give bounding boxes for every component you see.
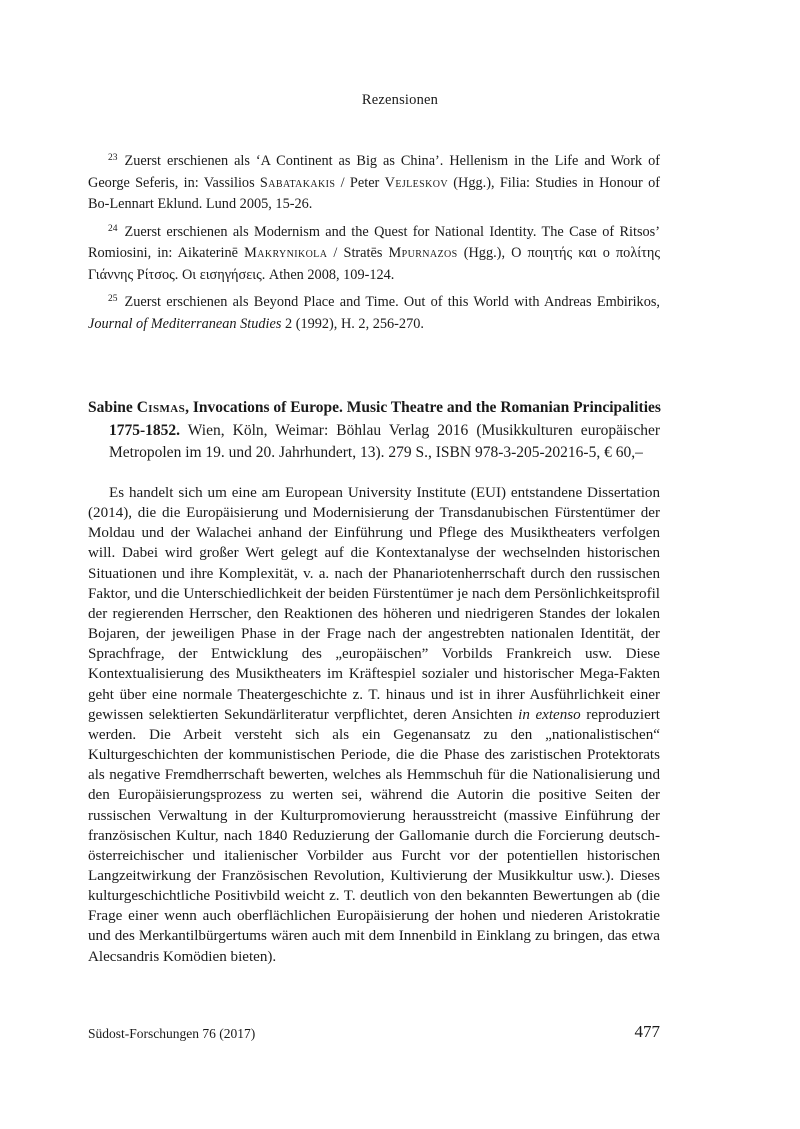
publication-info: Wien, Köln, Weimar: Böhlau Verlag 2016 (Musikkulturen europäischer Metropolen im 19. und 20. Jahrhundert, 13). 279 S., ISBN 978-3-205-20216-5, € 60,– bbox=[109, 421, 660, 461]
footnote-number: 24 bbox=[108, 223, 118, 234]
footnote-number: 25 bbox=[108, 294, 118, 304]
page-number: 477 bbox=[634, 1022, 660, 1041]
footnote-text: Zuerst erschienen als Modernism and the Quest for National Identity. The Case of Ritsos’ Romiosini, in: Aikaterinē bbox=[88, 223, 660, 261]
running-head: Rezensionen bbox=[361, 92, 439, 108]
footnote-text: (Hgg.), Filia: Studies in Honour of Bo-Lennart Eklund. Lund 2005, 15-26. bbox=[88, 174, 660, 212]
footnote-text: Zuerst erschienen als ‘A Continent as Big as China’. Hellenism in the Life and Work of George Seferis, in: Vassilios bbox=[88, 153, 660, 191]
footnote-23 bbox=[88, 148, 660, 216]
editor-name: Mpurnazos bbox=[388, 245, 458, 261]
footnotes bbox=[88, 148, 660, 338]
review-title-line bbox=[88, 397, 660, 420]
author-last-name: Cismas bbox=[136, 399, 186, 416]
body-text: reproduziert werden. Die Arbeit versteht sich als ein Gegenansatz zu den „nationalistischen“ Kulturgeschichten der kommunistischen Periode, die die Phase des zaristischen Protektorats als negative Fremdherrschaft bewerten, welches als Hemmschuh für die Nationalisierung und den Europäisierungsprozess zu werten sei, während die Autorin die positive Seiten der russischen Verwaltung in der Kulturpromovierung herausstreicht (massive Einführung der französischen Kultur, nach 1840 Reduzierung der Gallomanie durch die Forcierung deutsch-österreichischer und italienischer Vorbilder aus Furcht vor der potentiellen historischen Langzeitwirkung der Französischen Revolution, Kultivierung der Musikkultur usw.). Dieses kulturgeschichtliche Positivbild weicht z. T. deutlich von den bekannten Bewertungen ab (die Frage einer wenn auch oberflächlichen Europäisierung der hohen und niederen Aristokratie und des Merkantilbürgertums wären auch mit dem Innenbild in Einklang zu bringen, das etwa Alecsandris Komödien bieten). bbox=[88, 706, 660, 965]
book-title: , Invocations of Europe. Music Theatre and the Romanian Principalities bbox=[185, 399, 661, 416]
journal-title: Journal of Mediterranean Studies bbox=[88, 315, 282, 332]
author-first-name: Sabine bbox=[88, 399, 137, 416]
footnote-25 bbox=[88, 289, 660, 335]
editor-name: Makrynikola bbox=[244, 245, 328, 261]
footnote-text: (Hgg.), Ο ποιητής και ο πολίτης Γιάννης Ρίτσος. Οι εισηγήσεις. Athen 2008, 109-124. bbox=[88, 245, 660, 283]
body-text: Es handelt sich um eine am European University Institute (EUI) entstandene Dissertation (2014), die die Europäisierung und Modernisierung der Transdanubischen Fürstentümer der Moldau und der Walachei anhand der Einführung und Pflege des Musiktheaters verfolgen will. Dabei wird großer Wert gelegt auf die Kontextanalyse der wechselnden historischen Situationen und ihre Komplexität, v. a. nach der Phanariotenherrschaft durch den russischen Faktor, und die Unterschiedlichkeit der beiden Fürstentümer je nach dem Persönlichkeitsprofil der regierenden Herrscher, den Reaktionen des höheren und niedrigeren Standes der lokalen Bojaren, der jeweiligen Phase in der Frage nach der angestrebten nationalen Identität, der Sprachfrage, der Entwicklung des „europäischen” Vorbilds Frankreich usw. Diese Kontextualisierung des Musiktheaters im Kräftespiel sozialer und historischer Mega-Fakten geht über eine normale Theatergeschichte z. T. hinaus und ist in ihrer Ausführlichkeit einer gewissen selektierten Sekundärliteratur verpflichtet, deren Ansichten bbox=[88, 485, 660, 723]
review-header bbox=[88, 397, 660, 465]
footnote-number: 23 bbox=[108, 153, 118, 163]
footnote-text: 2 (1992), H. 2, 256-270. bbox=[281, 315, 424, 332]
footnote-text: Zuerst erschienen als Beyond Place and Time. Out of this World with Andreas Embirikos, bbox=[124, 294, 660, 310]
footnote-text: / Stratēs bbox=[327, 245, 389, 261]
review-body bbox=[88, 483, 660, 967]
book-years: 1775-1852. bbox=[109, 421, 181, 439]
editor-name: Vejleskov bbox=[384, 174, 448, 191]
editor-name: Sabatakakis bbox=[259, 174, 336, 191]
journal-footer: Südost-Forschungen 76 (2017) bbox=[88, 1026, 256, 1041]
body-italic: in extenso bbox=[518, 706, 581, 723]
review-publication-details bbox=[88, 420, 660, 465]
footnote-24 bbox=[88, 219, 660, 287]
footnote-text: / Peter bbox=[335, 174, 385, 191]
